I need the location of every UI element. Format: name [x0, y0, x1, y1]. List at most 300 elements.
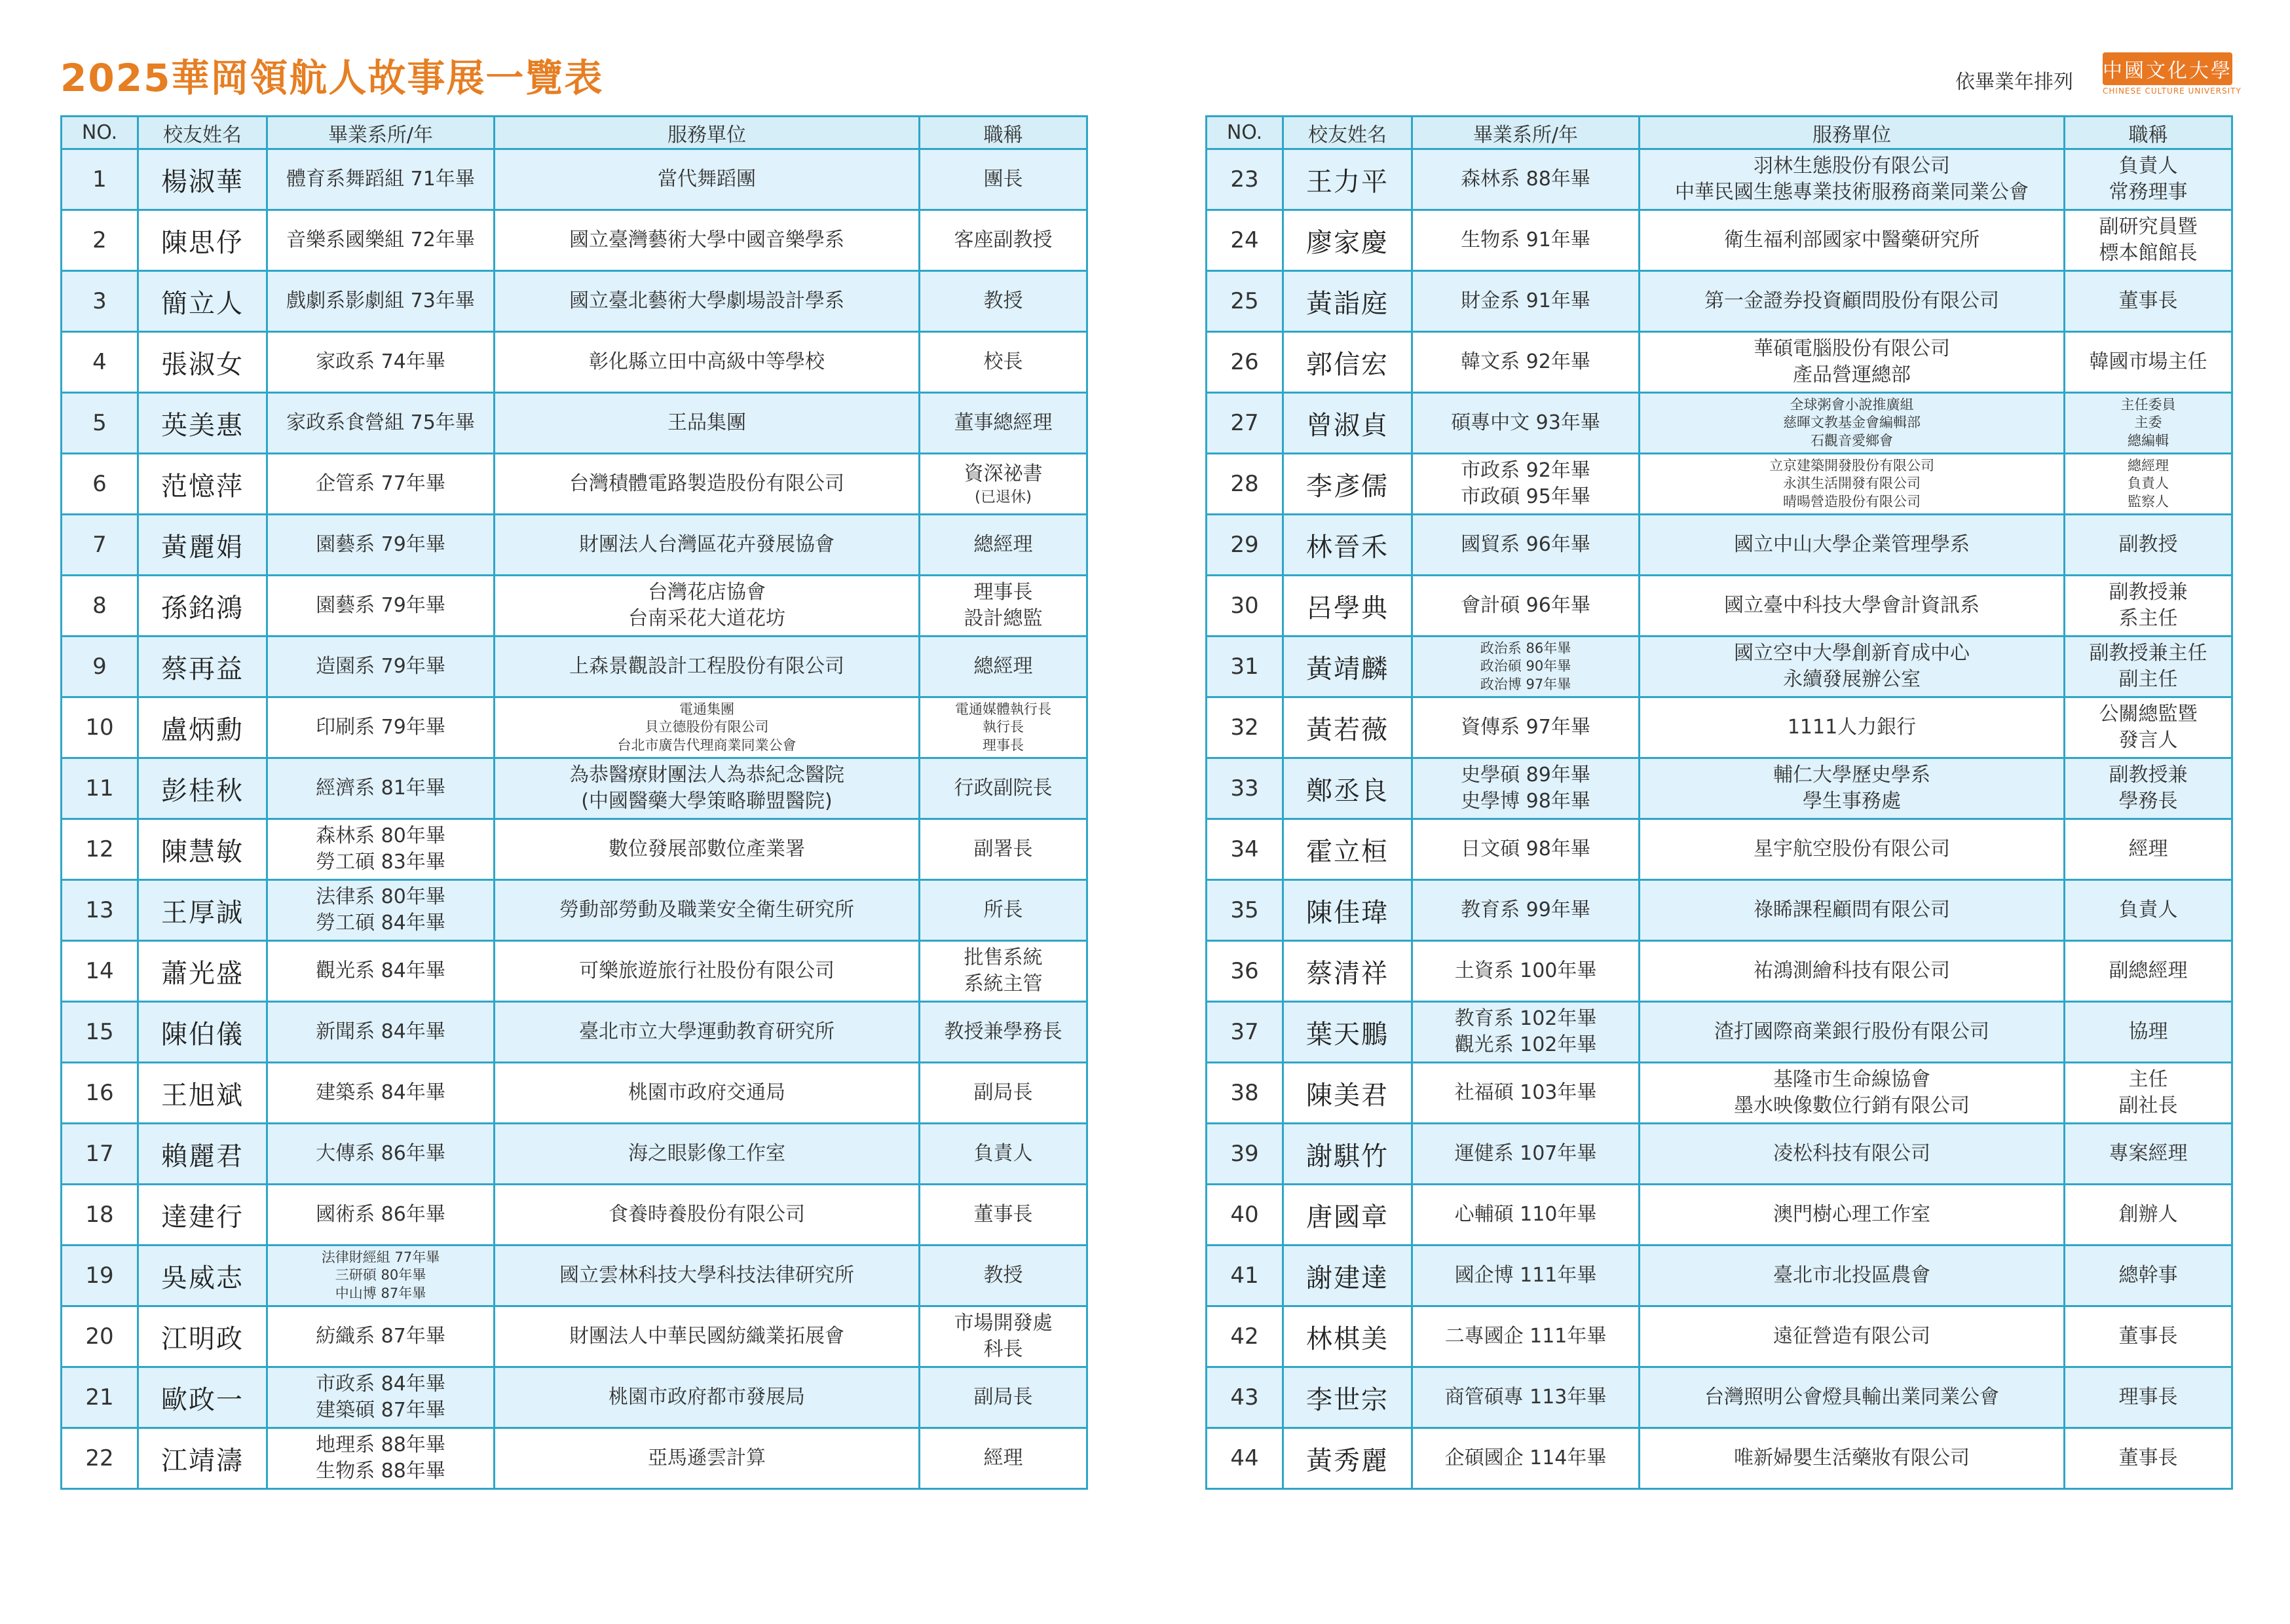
row-number: 31	[1207, 637, 1283, 697]
job-title-line: 教授兼學務長	[944, 1020, 1062, 1044]
table-row	[1207, 941, 2232, 1002]
organization	[495, 271, 920, 332]
department-year-line: 家政系 74年畢	[316, 350, 445, 374]
job-title	[2065, 1246, 2232, 1306]
roster-table-right	[1205, 115, 2233, 1490]
row-number: 32	[1207, 697, 1283, 758]
job-title-line: 總經理	[2128, 458, 2169, 474]
alumni-name: 孫銘鴻	[138, 576, 267, 637]
column-header-dept: 畢業系所/年	[267, 117, 495, 149]
organization	[1640, 1063, 2065, 1124]
department-year	[1412, 941, 1640, 1002]
row-number: 5	[62, 393, 138, 454]
row-number: 25	[1207, 271, 1283, 332]
department-year-line: 政治碩 90年畢	[1480, 658, 1571, 674]
department-year-line: 史學碩 89年畢	[1461, 764, 1590, 787]
organization	[495, 819, 920, 880]
organization	[1640, 149, 2065, 210]
department-year-line: 觀光系 84年畢	[316, 959, 445, 983]
table-row	[62, 1428, 1087, 1489]
job-title	[2065, 1063, 2232, 1124]
department-year	[267, 576, 495, 637]
row-number: 20	[62, 1306, 138, 1367]
department-year-line: 法律財經組 77年畢	[321, 1249, 440, 1266]
table-row	[1207, 819, 2232, 880]
table-row	[62, 332, 1087, 393]
department-year	[267, 1002, 495, 1063]
organization-line: 國立雲林科技大學科技法律研究所	[559, 1264, 854, 1287]
job-title-line: 校長	[983, 350, 1023, 374]
job-title	[920, 1063, 1087, 1124]
alumni-name: 王旭斌	[138, 1063, 267, 1124]
job-title	[2065, 1002, 2232, 1063]
department-year	[267, 758, 495, 819]
job-title	[2065, 1185, 2232, 1246]
alumni-name: 英美惠	[138, 393, 267, 454]
row-number: 34	[1207, 819, 1283, 880]
job-title-line: 批售系統	[964, 946, 1043, 970]
row-number: 1	[62, 149, 138, 210]
table-row	[62, 1124, 1087, 1185]
organization	[495, 880, 920, 941]
organization-line: 學生事務處	[1803, 790, 1901, 813]
department-year-line: 心輔碩 110年畢	[1454, 1203, 1597, 1227]
job-title	[2065, 880, 2232, 941]
organization-line: 台灣花店協會	[648, 581, 766, 604]
job-title-line: 經理	[2128, 838, 2168, 861]
organization-line: 唯新婦嬰生活藥妝有限公司	[1734, 1447, 1970, 1470]
department-year	[1412, 1124, 1640, 1185]
job-title	[2065, 697, 2232, 758]
job-title-line: 經理	[983, 1447, 1023, 1470]
organization-line: 祿睎課程顧問有限公司	[1754, 898, 1950, 922]
row-number: 23	[1207, 149, 1283, 210]
job-title	[920, 1124, 1087, 1185]
alumni-name: 簡立人	[138, 271, 267, 332]
row-number: 28	[1207, 454, 1283, 515]
job-title-line: 副局長	[973, 1386, 1033, 1409]
organization	[495, 1367, 920, 1428]
department-year-line: 勞工碩 84年畢	[316, 912, 445, 934]
department-year	[1412, 1185, 1640, 1246]
department-year	[267, 1185, 495, 1246]
organization	[1640, 210, 2065, 271]
department-year	[267, 1124, 495, 1185]
organization-line: 桃園市政府交通局	[628, 1081, 785, 1105]
department-year	[267, 210, 495, 271]
department-year	[1412, 454, 1640, 515]
table-row	[1207, 1428, 2232, 1489]
department-year	[267, 941, 495, 1002]
department-year-line: 地理系 88年畢	[316, 1433, 445, 1457]
row-number: 36	[1207, 941, 1283, 1002]
row-number: 41	[1207, 1246, 1283, 1306]
department-year	[267, 1246, 495, 1306]
table-row	[62, 454, 1087, 515]
job-title-line: 主委	[2134, 415, 2162, 431]
job-title-line: 資深祕書	[964, 462, 1043, 486]
table-row	[62, 1002, 1087, 1063]
alumni-name: 黃若薇	[1283, 697, 1412, 758]
job-title-line: 主任委員	[2120, 397, 2176, 413]
job-title-line: (已退休)	[975, 488, 1032, 506]
logo-subtext: CHINESE CULTURE UNIVERSITY	[2103, 86, 2242, 96]
table-row	[62, 1306, 1087, 1367]
table-body	[1207, 149, 2232, 1489]
header-row	[1207, 117, 2232, 149]
department-year	[267, 697, 495, 758]
job-title-line: 副總經理	[2109, 959, 2188, 983]
organization	[495, 149, 920, 210]
organization	[1640, 819, 2065, 880]
department-year-line: 國術系 86年畢	[316, 1203, 445, 1227]
department-year-line: 資傳系 97年畢	[1461, 716, 1590, 739]
department-year-line: 園藝系 79年畢	[316, 594, 445, 618]
organization-line: 為恭醫療財團法人為恭紀念醫院	[569, 764, 844, 787]
organization-line: 慈暉文教基金會編輯部	[1783, 415, 1921, 431]
alumni-name: 陳美君	[1283, 1063, 1412, 1124]
alumni-name: 盧炳勳	[138, 697, 267, 758]
department-year	[267, 880, 495, 941]
row-number: 11	[62, 758, 138, 819]
table-row	[1207, 1002, 2232, 1063]
table-row	[1207, 210, 2232, 271]
organization-line: 墨水映像數位行銷有限公司	[1734, 1094, 1970, 1117]
row-number: 37	[1207, 1002, 1283, 1063]
department-year	[267, 1428, 495, 1489]
department-year	[1412, 393, 1640, 454]
department-year-line: 紡織系 87年畢	[316, 1325, 445, 1348]
department-year-line: 政治博 97年畢	[1480, 676, 1571, 692]
row-number: 24	[1207, 210, 1283, 271]
organization-line: 國立臺灣藝術大學中國音樂學系	[569, 229, 844, 252]
table-row	[1207, 1367, 2232, 1428]
alumni-name: 王厚誠	[138, 880, 267, 941]
department-year	[1412, 1367, 1640, 1428]
job-title-line: 副主任	[2118, 668, 2178, 691]
department-year	[267, 149, 495, 210]
job-title-line: 教授	[983, 289, 1023, 313]
organization-line: 永續發展辦公室	[1783, 668, 1921, 691]
alumni-name: 廖家慶	[1283, 210, 1412, 271]
job-title-line: 常務理事	[2109, 181, 2188, 204]
alumni-name: 黃詣庭	[1283, 271, 1412, 332]
page-title: 2025華岡領航人故事展一覽表	[60, 56, 604, 100]
job-title-line: 總經理	[973, 533, 1033, 557]
job-title-line: 副教授兼主任	[2089, 642, 2207, 665]
row-number: 35	[1207, 880, 1283, 941]
department-year-line: 教育系 99年畢	[1461, 898, 1590, 922]
job-title-line: 執行長	[983, 719, 1024, 735]
job-title-line: 副研究員暨	[2099, 215, 2198, 239]
alumni-name: 陳慧敏	[138, 819, 267, 880]
organization-line: 晴暘營造股份有限公司	[1783, 493, 1921, 509]
organization	[495, 941, 920, 1002]
organization-line: 國立臺北藝術大學劇場設計學系	[569, 289, 844, 313]
column-header-org: 服務單位	[495, 117, 920, 149]
department-year	[267, 454, 495, 515]
job-title	[920, 454, 1087, 515]
department-year	[1412, 819, 1640, 880]
job-title-line: 主任	[2128, 1068, 2168, 1092]
organization	[495, 1124, 920, 1185]
job-title-line: 理事長	[2118, 1386, 2178, 1409]
table-row	[62, 941, 1087, 1002]
organization	[1640, 880, 2065, 941]
alumni-name: 王力平	[1283, 149, 1412, 210]
department-year-line: 市政系 92年畢	[1461, 459, 1590, 483]
alumni-name: 蔡再益	[138, 637, 267, 697]
department-year	[267, 1306, 495, 1367]
row-number: 17	[62, 1124, 138, 1185]
job-title	[2065, 454, 2232, 515]
row-number: 40	[1207, 1185, 1283, 1246]
job-title-line: 客座副教授	[954, 229, 1053, 252]
department-year-line: 家政系食營組 75年畢	[286, 411, 475, 435]
department-year	[267, 1367, 495, 1428]
organization-line: 數位發展部數位產業署	[609, 838, 805, 861]
job-title-line: 協理	[2128, 1020, 2168, 1044]
job-title	[920, 758, 1087, 819]
header-row	[62, 117, 1087, 149]
organization	[495, 1246, 920, 1306]
column-header-no: NO.	[62, 117, 138, 149]
organization	[1640, 393, 2065, 454]
organization	[1640, 1428, 2065, 1489]
table-row	[1207, 1185, 2232, 1246]
alumni-name: 黃麗娟	[138, 515, 267, 576]
table-row	[62, 1063, 1087, 1124]
job-title-line: 副教授兼	[2109, 581, 2188, 604]
organization	[1640, 1124, 2065, 1185]
department-year-line: 國企博 111年畢	[1454, 1264, 1597, 1287]
organization-line: (中國醫藥大學策略聯盟醫院)	[581, 790, 833, 813]
job-title	[920, 1367, 1087, 1428]
organization-line: 財團法人台灣區花卉發展協會	[579, 533, 835, 557]
organization-line: 祐鴻測繪科技有限公司	[1754, 959, 1950, 983]
alumni-name: 賴麗君	[138, 1124, 267, 1185]
job-title	[920, 332, 1087, 393]
organization	[495, 697, 920, 758]
table-row	[62, 576, 1087, 637]
alumni-name: 黃秀麗	[1283, 1428, 1412, 1489]
row-number: 42	[1207, 1306, 1283, 1367]
department-year-line: 經濟系 81年畢	[316, 777, 445, 800]
organization	[495, 758, 920, 819]
department-year	[1412, 1306, 1640, 1367]
alumni-name: 蕭光盛	[138, 941, 267, 1002]
job-title-line: 負責人	[973, 1142, 1033, 1166]
department-year-line: 日文碩 98年畢	[1461, 838, 1590, 861]
job-title-line: 系主任	[2118, 607, 2178, 630]
job-title-line: 團長	[983, 168, 1023, 191]
alumni-name: 謝建達	[1283, 1246, 1412, 1306]
row-number: 14	[62, 941, 138, 1002]
job-title	[920, 149, 1087, 210]
row-number: 44	[1207, 1428, 1283, 1489]
organization-line: 中華民國生態專業技術服務商業同業公會	[1675, 181, 2029, 204]
table-row	[1207, 454, 2232, 515]
organization	[495, 1002, 920, 1063]
department-year-line: 勞工碩 83年畢	[316, 851, 445, 874]
department-year	[267, 515, 495, 576]
department-year-line: 大傳系 86年畢	[316, 1142, 445, 1166]
organization-line: 衛生福利部國家中醫藥研究所	[1724, 229, 1980, 252]
row-number: 19	[62, 1246, 138, 1306]
table-row	[1207, 393, 2232, 454]
organization-line: 台南采花大道花坊	[628, 607, 785, 630]
job-title	[2065, 1306, 2232, 1367]
department-year-line: 社福碩 103年畢	[1454, 1081, 1597, 1105]
department-year	[267, 271, 495, 332]
alumni-name: 彭桂秋	[138, 758, 267, 819]
job-title-line: 所長	[983, 898, 1023, 922]
alumni-name: 江靖濤	[138, 1428, 267, 1489]
table-row	[62, 637, 1087, 697]
table-row	[1207, 515, 2232, 576]
department-year-line: 企碩國企 114年畢	[1444, 1447, 1607, 1470]
organization-line: 可樂旅遊旅行社股份有限公司	[579, 959, 835, 983]
department-year-line: 教育系 102年畢	[1454, 1007, 1597, 1031]
department-year-line: 戲劇系影劇組 73年畢	[286, 289, 475, 313]
table-row	[1207, 1306, 2232, 1367]
table-row	[1207, 637, 2232, 697]
job-title	[920, 1002, 1087, 1063]
job-title	[2065, 1428, 2232, 1489]
job-title	[2065, 941, 2232, 1002]
column-header-name: 校友姓名	[1283, 117, 1412, 149]
department-year-line: 三研碩 80年畢	[335, 1267, 426, 1283]
job-title	[920, 819, 1087, 880]
job-title	[2065, 149, 2232, 210]
table-row	[62, 758, 1087, 819]
department-year	[267, 819, 495, 880]
job-title-line: 總幹事	[2118, 1264, 2178, 1287]
alumni-name: 呂學典	[1283, 576, 1412, 637]
job-title	[920, 637, 1087, 697]
department-year-line: 企管系 77年畢	[316, 472, 445, 496]
department-year	[1412, 1246, 1640, 1306]
department-year	[1412, 271, 1640, 332]
row-number: 18	[62, 1185, 138, 1246]
organization-line: 當代舞蹈團	[658, 168, 756, 191]
university-logo	[2103, 52, 2242, 98]
job-title-line: 發言人	[2118, 729, 2178, 752]
row-number: 33	[1207, 758, 1283, 819]
table-row	[1207, 332, 2232, 393]
job-title-line: 董事長	[973, 1203, 1033, 1227]
job-title-line: 理事長	[983, 737, 1024, 753]
job-title-line: 學務長	[2118, 790, 2178, 813]
row-number: 26	[1207, 332, 1283, 393]
row-number: 2	[62, 210, 138, 271]
organization-line: 海之眼影像工作室	[628, 1142, 785, 1166]
organization-line: 澳門樹心理工作室	[1773, 1203, 1930, 1227]
organization	[1640, 758, 2065, 819]
alumni-name: 李彥儒	[1283, 454, 1412, 515]
job-title	[920, 880, 1087, 941]
table-row	[1207, 149, 2232, 210]
alumni-name: 范憶萍	[138, 454, 267, 515]
job-title	[920, 1246, 1087, 1306]
organization	[1640, 637, 2065, 697]
job-title	[2065, 393, 2232, 454]
organization	[495, 637, 920, 697]
table-row	[62, 1367, 1087, 1428]
job-title-line: 總編輯	[2128, 432, 2169, 449]
table-row	[1207, 758, 2232, 819]
organization-line: 輔仁大學歷史學系	[1773, 764, 1930, 787]
job-title-line: 負責人	[2118, 155, 2178, 178]
job-title	[920, 515, 1087, 576]
department-year	[267, 637, 495, 697]
organization-line: 基隆市生命線協會	[1773, 1068, 1930, 1092]
alumni-name: 楊淑華	[138, 149, 267, 210]
job-title-line: 副教授兼	[2109, 764, 2188, 787]
alumni-name: 林晉禾	[1283, 515, 1412, 576]
job-title	[2065, 515, 2232, 576]
job-title	[920, 271, 1087, 332]
job-title-line: 標本館館長	[2099, 242, 2198, 265]
job-title-line: 董事長	[2118, 1447, 2178, 1470]
organization-line: 勞動部勞動及職業安全衛生研究所	[559, 898, 854, 922]
job-title-line: 董事長	[2118, 1325, 2178, 1348]
row-number: 7	[62, 515, 138, 576]
organization	[1640, 515, 2065, 576]
organization-line: 國立空中大學創新育成中心	[1734, 642, 1970, 665]
department-year-line: 體育系舞蹈組 71年畢	[286, 168, 475, 191]
column-header-no: NO.	[1207, 117, 1283, 149]
alumni-name: 達建行	[138, 1185, 267, 1246]
alumni-name: 鄭丞良	[1283, 758, 1412, 819]
job-title	[2065, 210, 2232, 271]
table-row	[1207, 271, 2232, 332]
job-title-line: 總經理	[973, 655, 1033, 678]
alumni-name: 江明政	[138, 1306, 267, 1367]
department-year	[1412, 697, 1640, 758]
department-year-line: 會計碩 96年畢	[1461, 594, 1590, 618]
job-title-line: 副署長	[973, 838, 1033, 861]
department-year-line: 森林系 88年畢	[1461, 168, 1590, 191]
job-title-line: 副教授	[2118, 533, 2178, 557]
job-title-line: 理事長	[973, 581, 1033, 604]
row-number: 16	[62, 1063, 138, 1124]
organization-line: 立京建築開發股份有限公司	[1769, 458, 1934, 474]
alumni-name: 謝騏竹	[1283, 1124, 1412, 1185]
alumni-name: 陳佳瑋	[1283, 880, 1412, 941]
organization	[1640, 1246, 2065, 1306]
organization-line: 1111人力銀行	[1787, 716, 1917, 739]
organization-line: 臺北市北投區農會	[1773, 1264, 1930, 1287]
table-row	[62, 210, 1087, 271]
organization	[1640, 1002, 2065, 1063]
department-year-line: 園藝系 79年畢	[316, 533, 445, 557]
job-title	[2065, 1124, 2232, 1185]
organization	[495, 1063, 920, 1124]
job-title-line: 董事長	[2118, 289, 2178, 313]
table-row	[1207, 697, 2232, 758]
department-year	[1412, 1002, 1640, 1063]
organization-line: 國立臺中科技大學會計資訊系	[1724, 594, 1980, 618]
alumni-name: 歐政一	[138, 1367, 267, 1428]
organization-line: 貝立德股份有限公司	[645, 719, 769, 735]
department-year-line: 生物系 88年畢	[316, 1460, 445, 1483]
row-number: 12	[62, 819, 138, 880]
row-number: 30	[1207, 576, 1283, 637]
table-row	[1207, 1063, 2232, 1124]
job-title	[920, 1185, 1087, 1246]
organization-line: 王品集團	[667, 411, 746, 435]
